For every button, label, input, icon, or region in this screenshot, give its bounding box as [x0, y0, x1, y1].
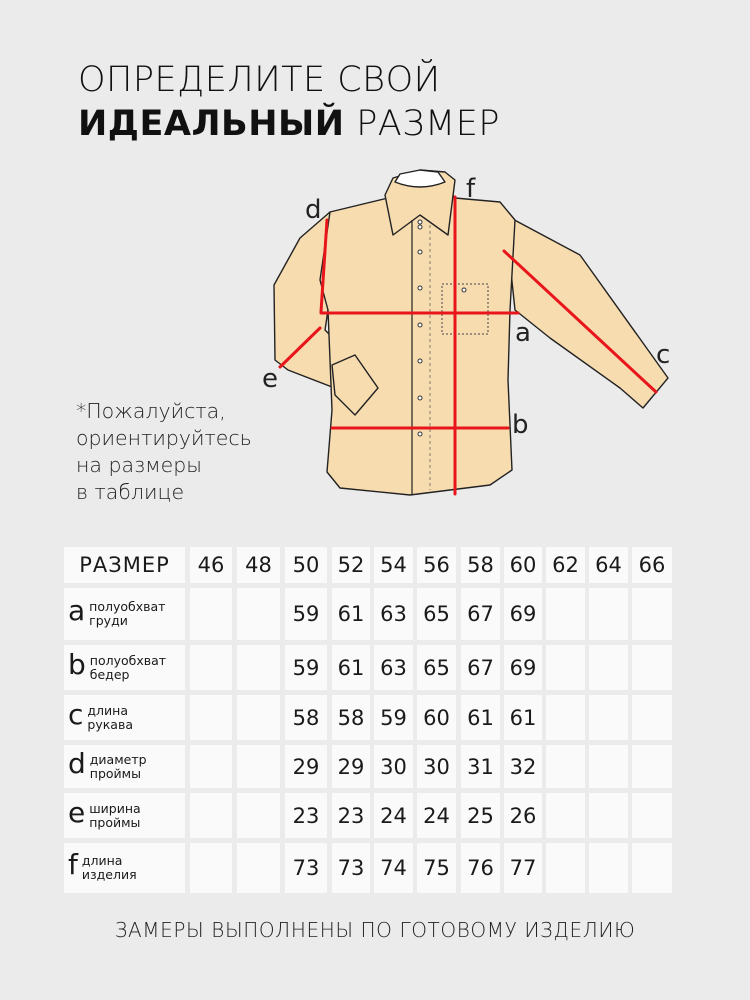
value-cell: [632, 645, 672, 690]
measurement-description: [87, 704, 133, 732]
measurement-label: [64, 843, 185, 893]
value-cell: 59: [285, 645, 327, 690]
value-cell: 65: [417, 645, 456, 690]
measurement-description: [90, 654, 166, 682]
value-cell: [237, 588, 280, 640]
value-cell: [237, 793, 280, 838]
value-cell: [589, 645, 628, 690]
size-header-cell: 64: [589, 547, 628, 583]
value-cell: 29: [285, 745, 327, 788]
title-bold-word: ИДЕАЛЬНЫЙ: [78, 104, 345, 144]
value-cell: 69: [504, 645, 542, 690]
value-cell: [632, 793, 672, 838]
value-cell: [589, 695, 628, 740]
value-cell: [589, 745, 628, 788]
size-header-cell: 58: [461, 547, 500, 583]
value-cell: [190, 793, 232, 838]
size-header-cell: 62: [546, 547, 585, 583]
size-header-cell: 54: [374, 547, 413, 583]
measurement-letter: d: [68, 746, 86, 780]
desc-line-2: бедер: [89, 666, 130, 682]
desc-line-2: проймы: [89, 814, 141, 830]
value-cell: [190, 588, 232, 640]
title-line-1: ОПРЕДЕЛИТЕ СВОЙ: [78, 60, 441, 100]
value-cell: 77: [504, 843, 542, 893]
value-cell: 24: [417, 793, 456, 838]
measurement-description: [89, 802, 140, 830]
value-cell: [237, 645, 280, 690]
value-cell: 61: [332, 588, 370, 640]
note-line: ориентируйтесь: [76, 426, 252, 450]
desc-line-2: изделия: [81, 867, 137, 882]
value-cell: 23: [285, 793, 327, 838]
desc-line-1: полуобхват: [89, 652, 167, 668]
diagram-label-a: a: [515, 318, 531, 348]
note-line: в таблице: [76, 480, 185, 504]
measurement-letter: e: [68, 795, 86, 829]
desc-line-1: диаметр: [89, 751, 147, 767]
value-cell: 61: [504, 695, 542, 740]
diagram-label-b: b: [512, 410, 529, 440]
value-cell: [237, 843, 280, 893]
value-cell: 67: [461, 645, 500, 690]
value-cell: [546, 843, 585, 893]
shirt-illustration-icon: [260, 160, 690, 500]
value-cell: [190, 645, 232, 690]
diagram-label-e: e: [262, 364, 278, 394]
desc-line-2: груди: [89, 613, 128, 628]
value-cell: 58: [285, 695, 327, 740]
value-cell: 24: [374, 793, 413, 838]
value-cell: [190, 745, 232, 788]
value-cell: 63: [374, 588, 413, 640]
size-header-cell: 52: [332, 547, 370, 583]
title-line-2: [78, 102, 500, 146]
shirt-diagram: [260, 160, 690, 500]
value-cell: 75: [417, 843, 456, 893]
desc-line-1: ширина: [89, 800, 141, 816]
measurement-label: [64, 588, 185, 640]
desc-line-1: полуобхват: [89, 599, 166, 614]
size-header-cell: 60: [504, 547, 542, 583]
value-cell: [632, 745, 672, 788]
value-cell: [589, 588, 628, 640]
value-cell: [632, 695, 672, 740]
desc-line-1: длина: [81, 853, 123, 868]
measurement-label: [64, 745, 185, 788]
value-cell: 58: [332, 695, 370, 740]
measurement-description: [89, 600, 165, 628]
value-cell: 26: [504, 793, 542, 838]
size-header-cell: 48: [237, 547, 280, 583]
measurement-letter: f: [68, 848, 78, 881]
value-cell: [190, 843, 232, 893]
diagram-label-d: d: [305, 195, 322, 225]
diagram-label-f: f: [466, 174, 476, 204]
value-cell: 30: [374, 745, 413, 788]
measurement-letter: c: [68, 697, 84, 731]
value-cell: 73: [332, 843, 370, 893]
measurement-label: [64, 645, 185, 690]
note-line: *Пожалуйста,: [76, 399, 226, 423]
note-line: на размеры: [76, 453, 202, 477]
size-header-cell: 56: [417, 547, 456, 583]
size-note: [76, 398, 252, 506]
value-cell: [546, 745, 585, 788]
measurement-label: [64, 793, 185, 838]
size-header-cell: 46: [190, 547, 232, 583]
value-cell: 65: [417, 588, 456, 640]
value-cell: 61: [332, 645, 370, 690]
value-cell: [589, 843, 628, 893]
value-cell: [632, 843, 672, 893]
diagram-label-c: c: [656, 340, 671, 370]
measurement-description: [90, 753, 147, 781]
value-cell: [237, 745, 280, 788]
value-cell: [546, 793, 585, 838]
footer-note: ЗАМЕРЫ ВЫПОЛНЕНЫ ПО ГОТОВОМУ ИЗДЕЛИЮ: [114, 918, 636, 942]
measurement-label: [64, 695, 185, 740]
value-cell: 25: [461, 793, 500, 838]
size-header-cell: 66: [632, 547, 672, 583]
value-cell: 61: [461, 695, 500, 740]
measurement-letter: b: [68, 647, 86, 681]
value-cell: 74: [374, 843, 413, 893]
value-cell: 30: [417, 745, 456, 788]
value-cell: 76: [461, 843, 500, 893]
value-cell: 67: [461, 588, 500, 640]
value-cell: [546, 695, 585, 740]
value-cell: 31: [461, 745, 500, 788]
size-header-cell: 50: [285, 547, 327, 583]
value-cell: 59: [285, 588, 327, 640]
value-cell: 32: [504, 745, 542, 788]
page-title: [78, 58, 500, 146]
value-cell: 23: [332, 793, 370, 838]
value-cell: [589, 793, 628, 838]
desc-line-2: рукава: [87, 716, 133, 732]
title-rest: РАЗМЕР: [344, 104, 500, 144]
desc-line-2: проймы: [89, 765, 141, 781]
value-cell: 60: [417, 695, 456, 740]
value-cell: [190, 695, 232, 740]
value-cell: 29: [332, 745, 370, 788]
value-cell: 73: [285, 843, 327, 893]
value-cell: [546, 645, 585, 690]
value-cell: 59: [374, 695, 413, 740]
measurement-letter: a: [68, 594, 86, 627]
desc-line-1: длина: [87, 702, 128, 718]
measurement-description: [82, 854, 137, 882]
header-label: РАЗМЕР: [64, 547, 185, 583]
value-cell: [237, 695, 280, 740]
value-cell: [632, 588, 672, 640]
value-cell: 69: [504, 588, 542, 640]
value-cell: [546, 588, 585, 640]
value-cell: 63: [374, 645, 413, 690]
